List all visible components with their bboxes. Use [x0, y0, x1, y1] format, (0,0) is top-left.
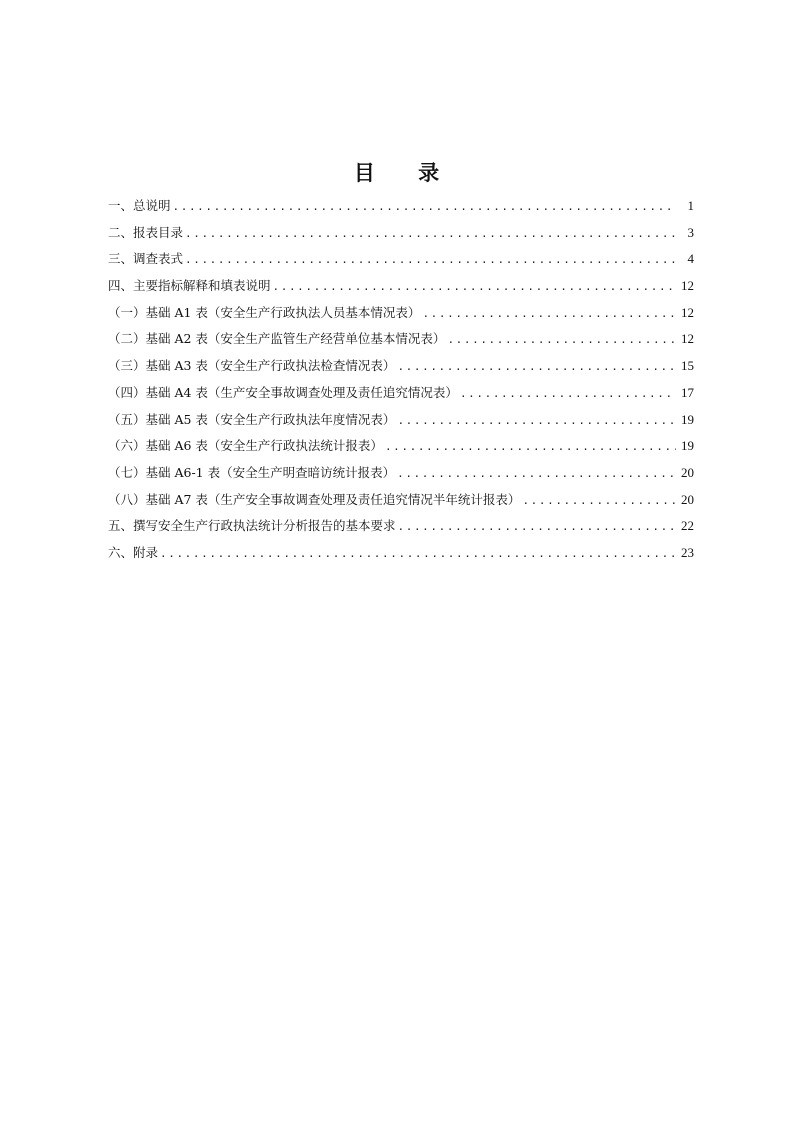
toc-entry-text: （五）基础 A5 表（安全生产行政执法年度情况表） — [108, 411, 396, 427]
toc-dot-leader — [447, 327, 676, 353]
toc-entry[interactable] — [108, 540, 694, 567]
toc-dot-leader — [397, 461, 676, 487]
toc-entry-text: 一、总说明 — [108, 198, 171, 213]
toc-page-number: 4 — [687, 251, 694, 267]
toc-entry[interactable] — [108, 353, 694, 380]
toc-dot-leader — [273, 274, 676, 300]
toc-entry[interactable] — [108, 380, 694, 407]
toc-page-number: 20 — [681, 464, 694, 480]
toc-entry[interactable] — [108, 487, 694, 514]
toc-dot-leader — [460, 381, 676, 407]
toc-page-number: 19 — [681, 438, 694, 454]
toc-entry-text: （一）基础 A1 表（安全生产行政执法人员基本情况表） — [108, 304, 421, 320]
toc-page-number: 17 — [681, 384, 694, 400]
toc-page-number: 19 — [681, 411, 694, 427]
toc-entry[interactable] — [108, 220, 694, 247]
toc-page-number: 23 — [681, 544, 694, 560]
toc-dot-leader — [160, 541, 676, 567]
toc-entry[interactable] — [108, 460, 694, 487]
toc-entry[interactable] — [108, 513, 694, 540]
toc-dot-leader — [422, 301, 676, 327]
toc-page-number: 1 — [687, 198, 694, 213]
toc-entry[interactable] — [108, 326, 694, 353]
toc-dot-leader — [397, 408, 676, 434]
toc-entry-text: 四、主要指标解释和填表说明 — [108, 278, 271, 294]
toc-entry[interactable] — [108, 273, 694, 300]
toc-entry[interactable] — [108, 300, 694, 327]
toc-page-number: 12 — [681, 278, 694, 294]
toc-entry-text: （八）基础 A7 表（生产安全事故调查处理及责任追究情况半年统计报表） — [108, 491, 521, 507]
toc-page-number: 15 — [681, 358, 694, 374]
toc-page-number: 12 — [681, 304, 694, 320]
toc-entry-text: （七）基础 A6-1 表（安全生产明查暗访统计报表） — [108, 464, 396, 480]
toc-entry[interactable] — [108, 407, 694, 434]
toc-entry-text: 六、附录 — [108, 544, 159, 560]
toc-entry-text: （六）基础 A6 表（安全生产行政执法统计报表） — [108, 438, 383, 454]
toc-entry-text: 三、调查表式 — [108, 251, 184, 267]
toc-page-number: 20 — [681, 491, 694, 507]
toc-title: 目 录 — [353, 161, 458, 185]
toc-page-number: 12 — [681, 331, 694, 347]
toc-page-number: 22 — [681, 518, 694, 534]
toc-dot-leader — [522, 488, 676, 514]
toc-entry-text: 二、报表目录 — [108, 224, 184, 240]
toc-entry-text: （二）基础 A2 表（安全生产监管生产经营单位基本情况表） — [108, 331, 446, 347]
toc-entry[interactable] — [108, 246, 694, 273]
toc-dot-leader — [185, 247, 676, 273]
toc-list — [108, 193, 694, 567]
toc-entry[interactable] — [108, 433, 694, 460]
toc-entry-text: （四）基础 A4 表（生产安全事故调查处理及责任追究情况表） — [108, 384, 458, 400]
toc-entry-text: （三）基础 A3 表（安全生产行政执法检查情况表） — [108, 358, 396, 374]
toc-entry-text: 五、撰写安全生产行政执法统计分析报告的基本要求 — [108, 518, 396, 534]
toc-dot-leader — [398, 514, 676, 540]
toc-page-number: 3 — [687, 224, 694, 240]
toc-dot-leader — [185, 221, 676, 247]
toc-dot-leader — [173, 194, 676, 220]
toc-dot-leader — [397, 354, 676, 380]
toc-dot-leader — [385, 434, 676, 460]
toc-entry[interactable] — [108, 193, 694, 220]
